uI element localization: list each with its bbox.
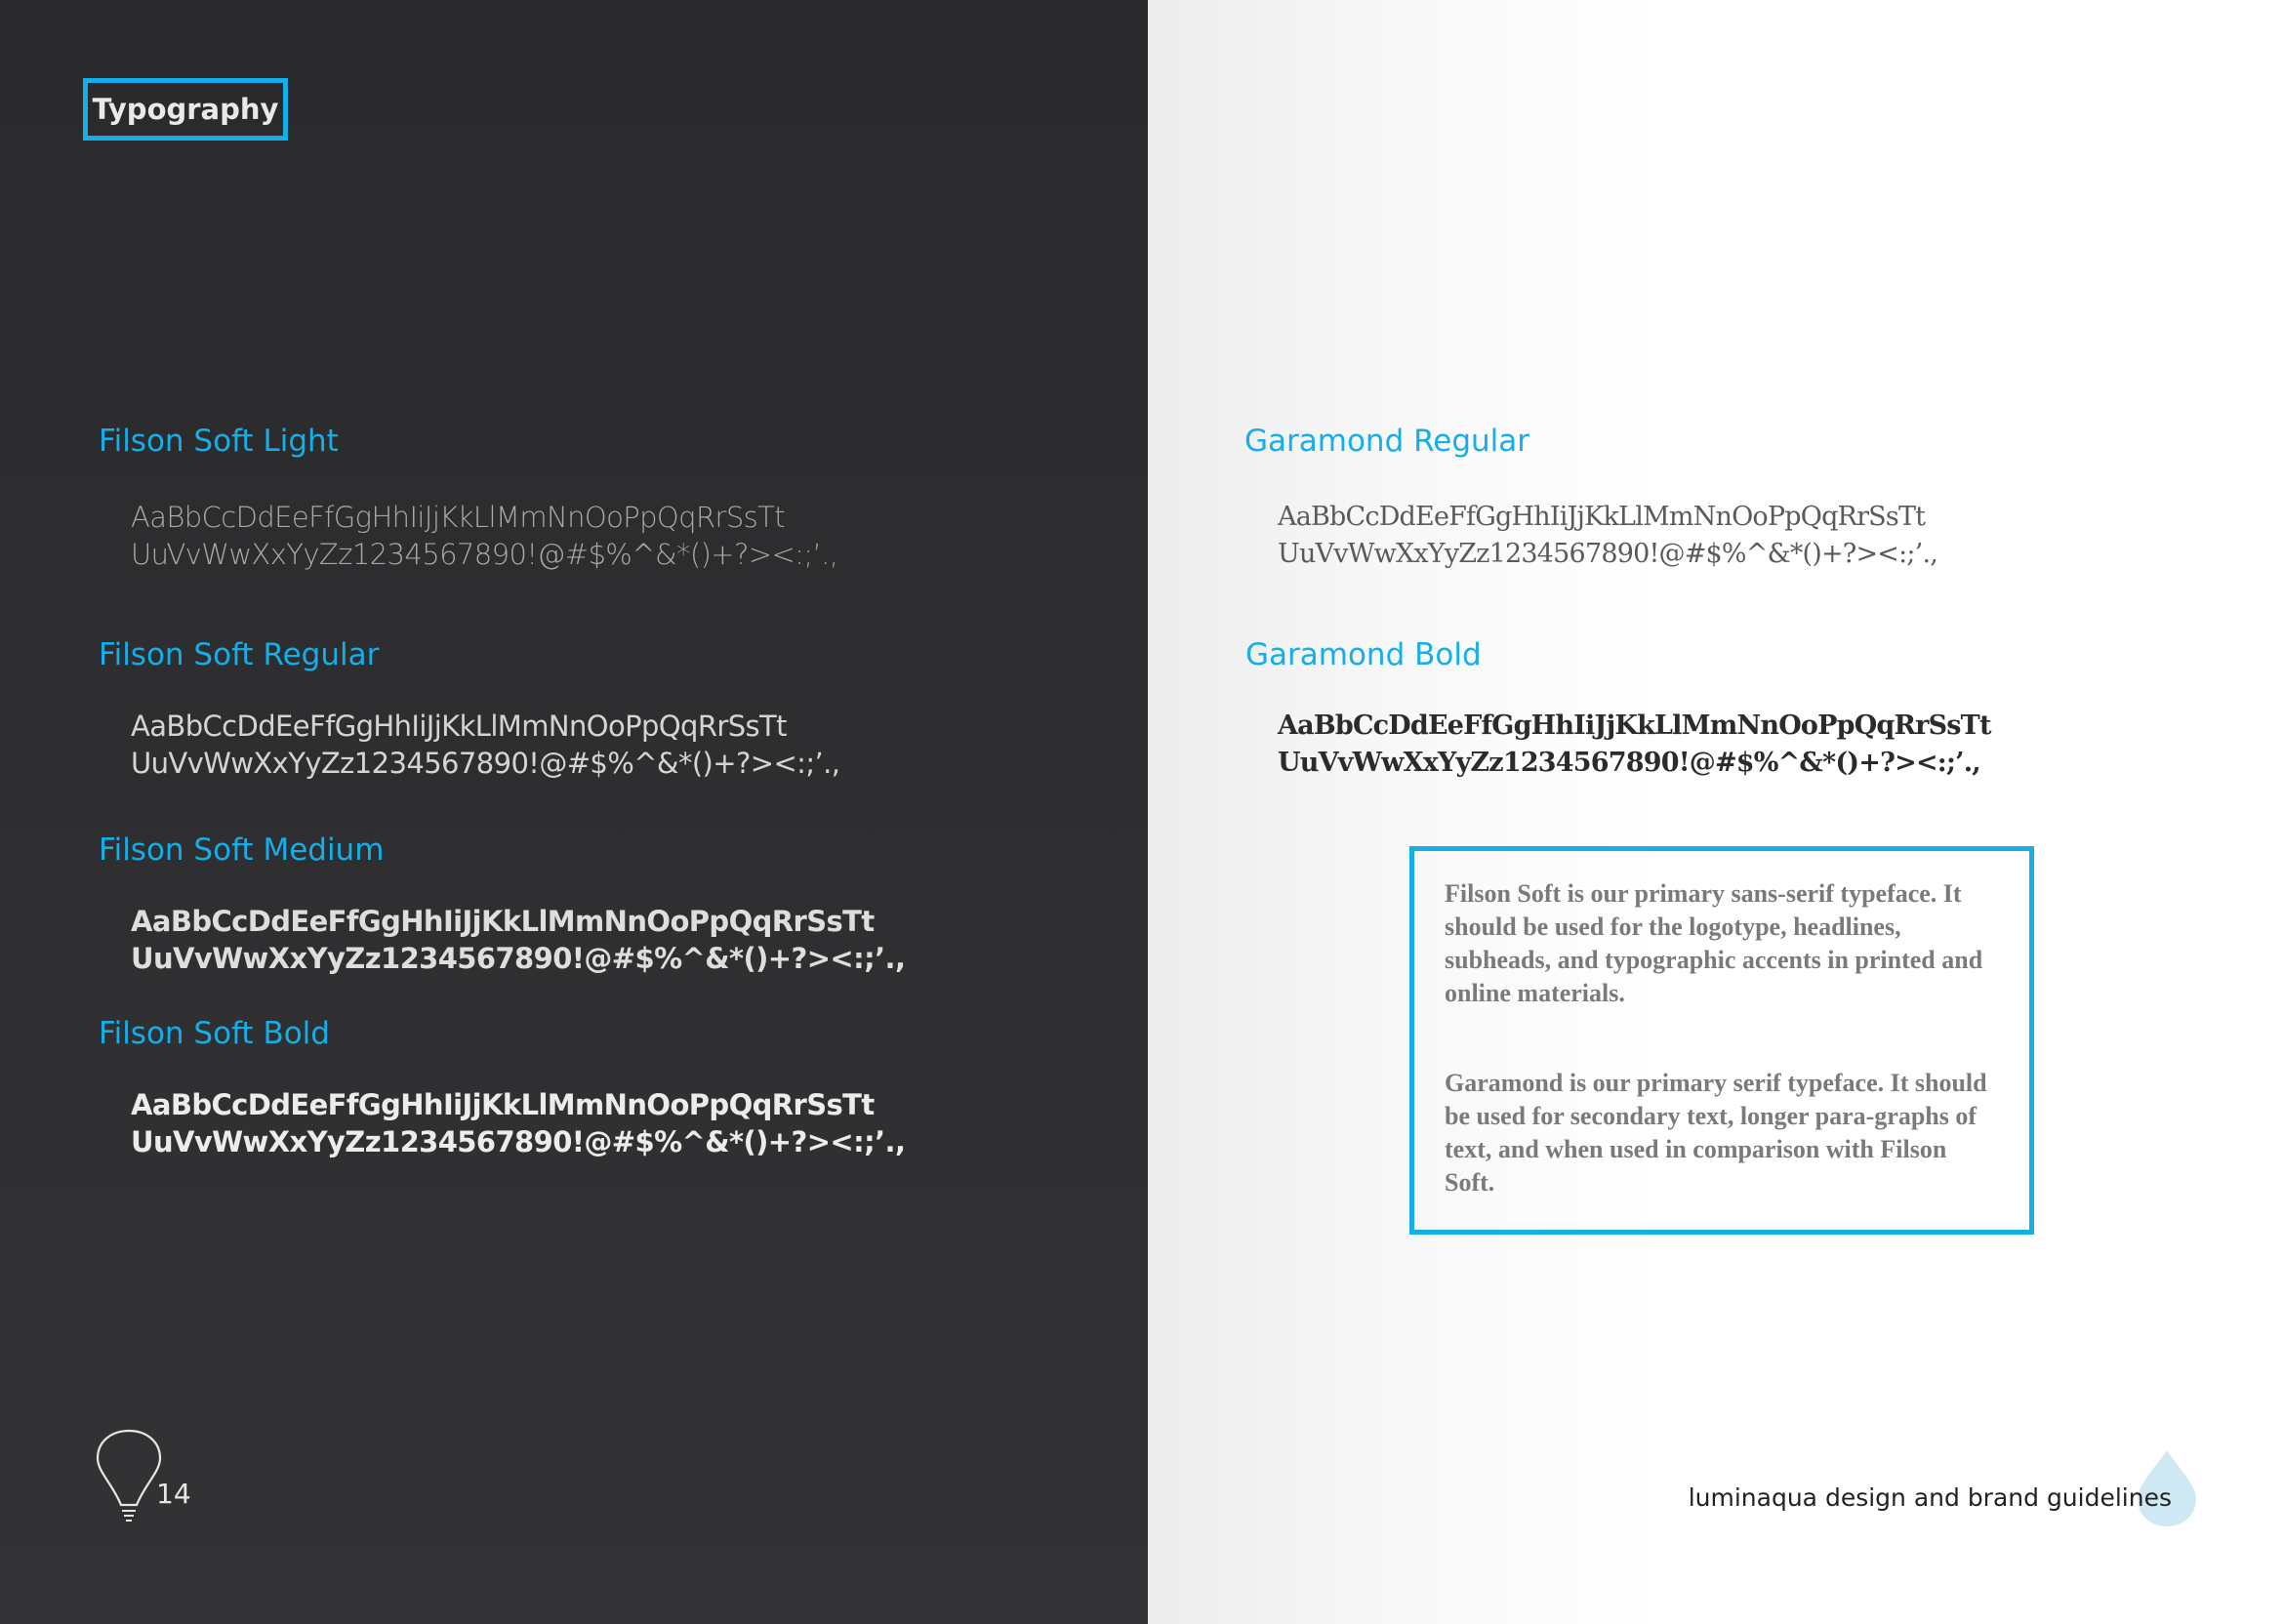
sample-line: UuVvWwXxYyZz1234567890!@#$%^&*()+?><:;’., xyxy=(131,1125,906,1158)
garamond-bold-heading: Garamond Bold xyxy=(1245,637,1482,672)
sample-line: UuVvWwXxYyZz1234567890!@#$%^&*()+?><:;’., xyxy=(131,942,906,975)
garamond-regular-sample xyxy=(1278,499,1937,573)
filson-soft-bold-sample xyxy=(131,1086,905,1160)
filson-soft-light-sample xyxy=(131,499,837,573)
page-title: Typography xyxy=(92,93,279,126)
garamond-description: Garamond is our primary serif typeface. It should be used for secondary text, longer para-graphs of text, and when used in comparison with Filson Soft. xyxy=(1445,1069,1987,1197)
typeface-usage-box xyxy=(1409,846,2034,1235)
sample-line: AaBbCcDdEeFfGgHhIiJjKkLlMmNnOoPpQqRrSsTt xyxy=(1278,710,1991,741)
sample-line: UuVvWwXxYyZz1234567890!@#$%^&*()+?><:;’., xyxy=(1278,748,1980,778)
sample-line: AaBbCcDdEeFfGgHhIiJjKkLlMmNnOoPpQqRrSsTt xyxy=(131,905,875,938)
sample-line: UuVvWwXxYyZz1234567890!@#$%^&*()+?><:;’., xyxy=(1278,539,1938,569)
filson-soft-regular-heading: Filson Soft Regular xyxy=(99,637,380,672)
right-page xyxy=(1148,0,2283,1624)
filson-soft-description: Filson Soft is our primary sans-serif typeface. It should be used for the logotype, headlines, subheads, and typographic accents in printed and online materials. xyxy=(1445,879,1983,1007)
sample-line: AaBbCcDdEeFfGgHhIiJjKkLlMmNnOoPpQqRrSsTt xyxy=(131,710,787,743)
filson-soft-regular-sample xyxy=(131,708,839,782)
page-number: 14 xyxy=(156,1478,191,1510)
title-box xyxy=(83,78,288,141)
sample-line: AaBbCcDdEeFfGgHhIiJjKkLlMmNnOoPpQqRrSsTt xyxy=(131,1088,875,1121)
sample-line: AaBbCcDdEeFfGgHhIiJjKkLlMmNnOoPpQqRrSsTt xyxy=(131,501,786,534)
garamond-bold-sample xyxy=(1278,708,1991,782)
lightbulb-icon xyxy=(93,1427,165,1524)
filson-soft-bold-heading: Filson Soft Bold xyxy=(99,1016,330,1051)
sample-line: AaBbCcDdEeFfGgHhIiJjKkLlMmNnOoPpQqRrSsTt xyxy=(1278,502,1926,532)
filson-soft-light-heading: Filson Soft Light xyxy=(99,424,339,459)
sample-line: UuVvWwXxYyZz1234567890!@#$%^&*()+?><:;’., xyxy=(131,538,838,571)
footer-brand-text: luminaqua design and brand guidelines xyxy=(1688,1483,2172,1512)
filson-soft-medium-heading: Filson Soft Medium xyxy=(99,832,385,868)
sample-line: UuVvWwXxYyZz1234567890!@#$%^&*()+?><:;’., xyxy=(131,747,840,780)
filson-soft-medium-sample xyxy=(131,903,905,977)
garamond-regular-heading: Garamond Regular xyxy=(1244,424,1530,459)
